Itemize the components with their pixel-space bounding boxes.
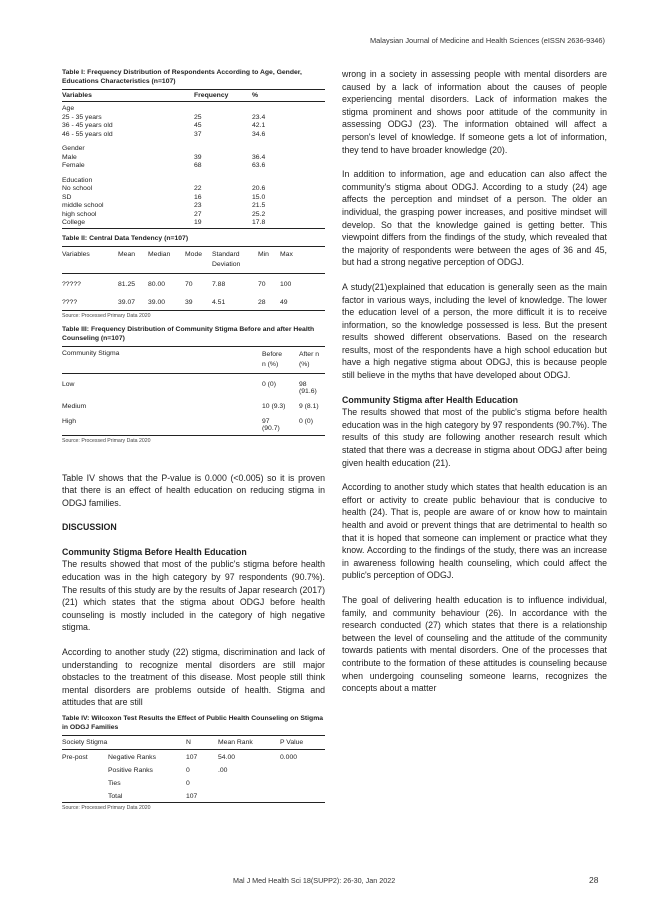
- left-column: [62, 68, 325, 811]
- table1: [62, 89, 325, 229]
- table1-caption: Table I: Frequency Distribution of Respondents According to Age, Gender, Educations Characteristics (n=107): [62, 69, 302, 85]
- journal-header: Malaysian Journal of Medicine and Health Sciences (eISSN 2636-9346): [370, 36, 605, 45]
- paragraph: A study(21)explained that education is generally seen as the main factor in various ways, including the level of knowledge. The lower the education level of a person, the more difficult it is to receive information, so the knowledge possessed is less. But the present results showed different observations. Based on the research results, most of the respondents have a high school education but have a high negative stigma about ODGJ, this is because people still believe in the myths that have developed about ODGJ.: [342, 281, 607, 381]
- right-column: [342, 68, 607, 695]
- table2-source: Source: Processed Primary Data 2020: [62, 312, 151, 319]
- subsection-heading: Community Stigma after Health Education: [342, 394, 518, 405]
- table1-header-row: Variables Frequency %: [62, 90, 325, 102]
- table-group-label: Age: [62, 105, 75, 112]
- table-group-label: Gender: [62, 145, 85, 152]
- table-row: SD 16 15.0: [62, 193, 266, 201]
- table-row: high school 27 25.2: [62, 210, 266, 218]
- table2-header-row: Variables Mean Median Mode Standard Deviation Min Max: [62, 246, 325, 273]
- table-row: Ties 0: [108, 780, 190, 787]
- table-row: middle school 23 21.5: [62, 202, 266, 209]
- table-row: Male 39 36.4: [62, 153, 266, 161]
- page-number: 28: [589, 875, 599, 885]
- table-row: Low 0 (0) 98 (91.6): [62, 380, 317, 395]
- table4-header-row: Society Stigma N Mean Rank P Value: [62, 736, 325, 750]
- table-row: Pre-post Negative Ranks 107 54.00 0.000: [62, 754, 298, 761]
- table-row: 46 - 55 years old 37 34.6: [62, 130, 266, 138]
- paragraph: According to another study which states that health education is an effort or activity to create public behaviour that is conducive to health (24). That is, people are aware of or know how to maintain health and avoid or prevent things that are detrimental to health so that it is hoped that someone can implement or practice what they know. According to the findings of the study, there was an increase in awareness following health counseling, which could affect the public's perception of ODGJ.: [342, 482, 607, 581]
- paragraph: wrong in a society in assessing people with mental disorders are caused by a lack of information about the causes of people experiencing mental disorders. Lack of information makes the stigma prominent and shows poor attitude of the community in assessing ODGJ (23). The information obtained will affect a person's level of knowledge. If someone gets a lot of information, they tend to have broader knowledge (20).: [342, 69, 607, 155]
- table4-source: Source: Processed Primary Data 2020: [62, 805, 151, 811]
- table-row: College 19 17.8: [62, 219, 325, 228]
- footer-citation: Mal J Med Health Sci 18(SUPP2): 26-30, Jan 2022: [233, 876, 396, 885]
- paragraph: The results showed that most of the public's stigma before health education was in the high category by 97 respondents (90.7%). The results of this study are by the results of Japar research (2017) (21) which states that the stigma about ODGJ before health counseling is mostly included in the category of high negative stigma.: [62, 559, 325, 633]
- paragraph: The results showed that most of the public's stigma before health education was in the high category by 97 respondents (90.7%). The results of this study are following another research result which stated that there was a decrease in stigma about ODGJ after being given health education (21).: [342, 407, 607, 468]
- section-heading-discussion: DISCUSSION: [62, 522, 117, 533]
- table-row: Female 68 63.6: [62, 162, 266, 169]
- table3: [62, 346, 325, 436]
- table-group-label: Education: [62, 176, 93, 184]
- table3-source: Source: Processed Primary Data 2020: [62, 437, 151, 444]
- table-row: Positive Ranks 0 .00: [108, 767, 228, 774]
- table2-caption: Table II: Central Data Tendency (n=107): [62, 234, 189, 242]
- paragraph: According to another study (22) stigma, discrimination and lack of understanding to recognize mental disorders are still major obstacles to the treatment of this disease. Most people still think mental disorders are problems outside of health. Stigma and attitudes that are still: [62, 647, 325, 708]
- table1-body: [62, 102, 325, 229]
- table4-caption: Table IV: Wilcoxon Test Results the Effect of Public Health Counseling on Stigma in ODGJ Families: [62, 715, 324, 731]
- table3-caption: Table III: Frequency Distribution of Community Stigma Before and after Health Counseling (n=107): [62, 325, 315, 342]
- table3-header-row: Community Stigma Before n (%) After n (%): [62, 346, 325, 373]
- table-row: 25 - 35 years 25 23.4: [62, 113, 266, 121]
- table4-body: [62, 750, 325, 803]
- table-row: No school 22 20.6: [62, 185, 266, 192]
- table-row: ???? 39.07 39.00 39 4.51 28 49: [62, 290, 325, 311]
- table-row: 36 - 45 years old 45 42.1: [62, 122, 266, 129]
- table-row: High 97 (90.7) 0 (0): [62, 414, 325, 436]
- table4: [62, 735, 325, 803]
- table2: [62, 246, 325, 311]
- table-row: Total 107: [62, 790, 325, 803]
- paragraph: Table IV shows that the P-value is 0.000 (<0.005) so it is proven that there is an effect of health education on reducing stigma in ODGJ families.: [62, 472, 325, 508]
- table-row: Medium 10 (9.3) 9 (8.1): [62, 402, 319, 410]
- paragraph: The goal of delivering health education is to influence individual, family, and community behaviour (26). In accordance with the research conducted (27) which states that there is a relationship between the level of counseling and the attitude of the community towards patients with mental disorders. One of the processes that contribute to the formation of these attitudes is counseling because when undergoing counseling someone learns, recognizes the concepts about a matter: [342, 594, 607, 694]
- table-row: ????? 81.25 80.00 70 7.88 70 100: [62, 280, 292, 288]
- table3-body: [62, 373, 325, 435]
- paragraph: In addition to information, age and education can also affect the community's stigma about ODGJ. According to a study (24) age affects the perception and mindset of a person. The older an individual, the grasping power increases, and positive mindset will develop. So that the knowledge gained is getting better. This viewpoint differs from the findings of the study, which revealed that the majority of respondents were between the ages of 36 and 45, but had a strong negative perception of ODGJ.: [342, 169, 607, 268]
- subsection-heading: Community Stigma Before Health Education: [62, 546, 247, 557]
